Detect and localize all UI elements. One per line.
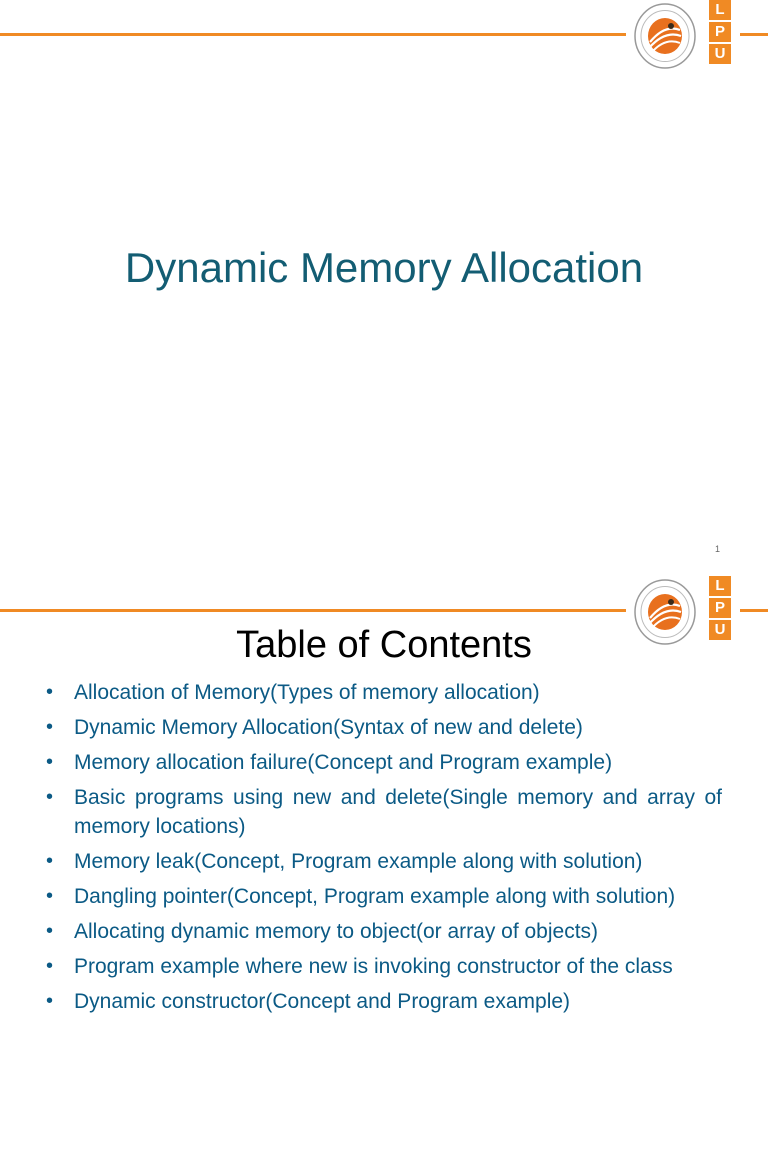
toc-item-text: Dynamic Memory Allocation(Syntax of new and delete) xyxy=(74,716,583,739)
lpu-letters xyxy=(709,0,731,66)
page-number: 1 xyxy=(714,544,720,554)
toc-title: Table of Contents xyxy=(236,624,532,666)
header-rule-right xyxy=(740,33,768,36)
header-rule-right xyxy=(740,609,768,612)
header-rule-left xyxy=(0,33,626,36)
logo-letter: L xyxy=(709,0,731,20)
toc-item xyxy=(46,678,722,707)
bullet-icon: • xyxy=(46,681,54,703)
toc-item xyxy=(46,748,722,777)
bullet-icon: • xyxy=(46,990,54,1012)
logo-letter: P xyxy=(709,598,731,618)
lpu-seal-icon xyxy=(633,2,697,70)
toc-item xyxy=(46,847,722,876)
toc-item-text: Dangling pointer(Concept, Program example along with solution) xyxy=(74,885,676,908)
toc-item-text: Allocation of Memory(Types of memory allocation) xyxy=(74,681,540,704)
bullet-icon: • xyxy=(46,850,54,872)
bullet-icon: • xyxy=(46,786,54,808)
bullet-icon: • xyxy=(46,955,54,977)
lpu-logo xyxy=(630,0,734,72)
toc-item-text: Memory leak(Concept, Program example along with solution) xyxy=(74,850,643,873)
logo-letter: P xyxy=(709,22,731,42)
toc-item xyxy=(46,713,722,742)
toc-item xyxy=(46,783,722,841)
toc-list xyxy=(46,678,722,1022)
toc-item xyxy=(46,917,722,946)
toc-item xyxy=(46,952,722,981)
toc-item-text: Memory allocation failure(Concept and Program example) xyxy=(74,751,613,774)
bullet-icon: • xyxy=(46,716,54,738)
toc-item-text: Dynamic constructor(Concept and Program example) xyxy=(74,990,571,1013)
bullet-icon: • xyxy=(46,751,54,773)
toc-item xyxy=(46,987,722,1016)
header-rule-left xyxy=(0,609,626,612)
logo-letter: L xyxy=(709,576,731,596)
toc-item xyxy=(46,882,722,911)
toc-item-text: Basic programs using new and delete(Single memory and array of memory locations) xyxy=(74,786,722,838)
toc-item-text: Allocating dynamic memory to object(or array of objects) xyxy=(74,920,599,943)
slide-title: Dynamic Memory Allocation xyxy=(124,244,644,291)
logo-letter: U xyxy=(709,44,731,64)
toc-item-text: Program example where new is invoking constructor of the class xyxy=(74,955,673,978)
bullet-icon: • xyxy=(46,920,54,942)
bullet-icon: • xyxy=(46,885,54,907)
toc-slide xyxy=(0,576,768,1152)
logo-letter: U xyxy=(709,620,731,640)
